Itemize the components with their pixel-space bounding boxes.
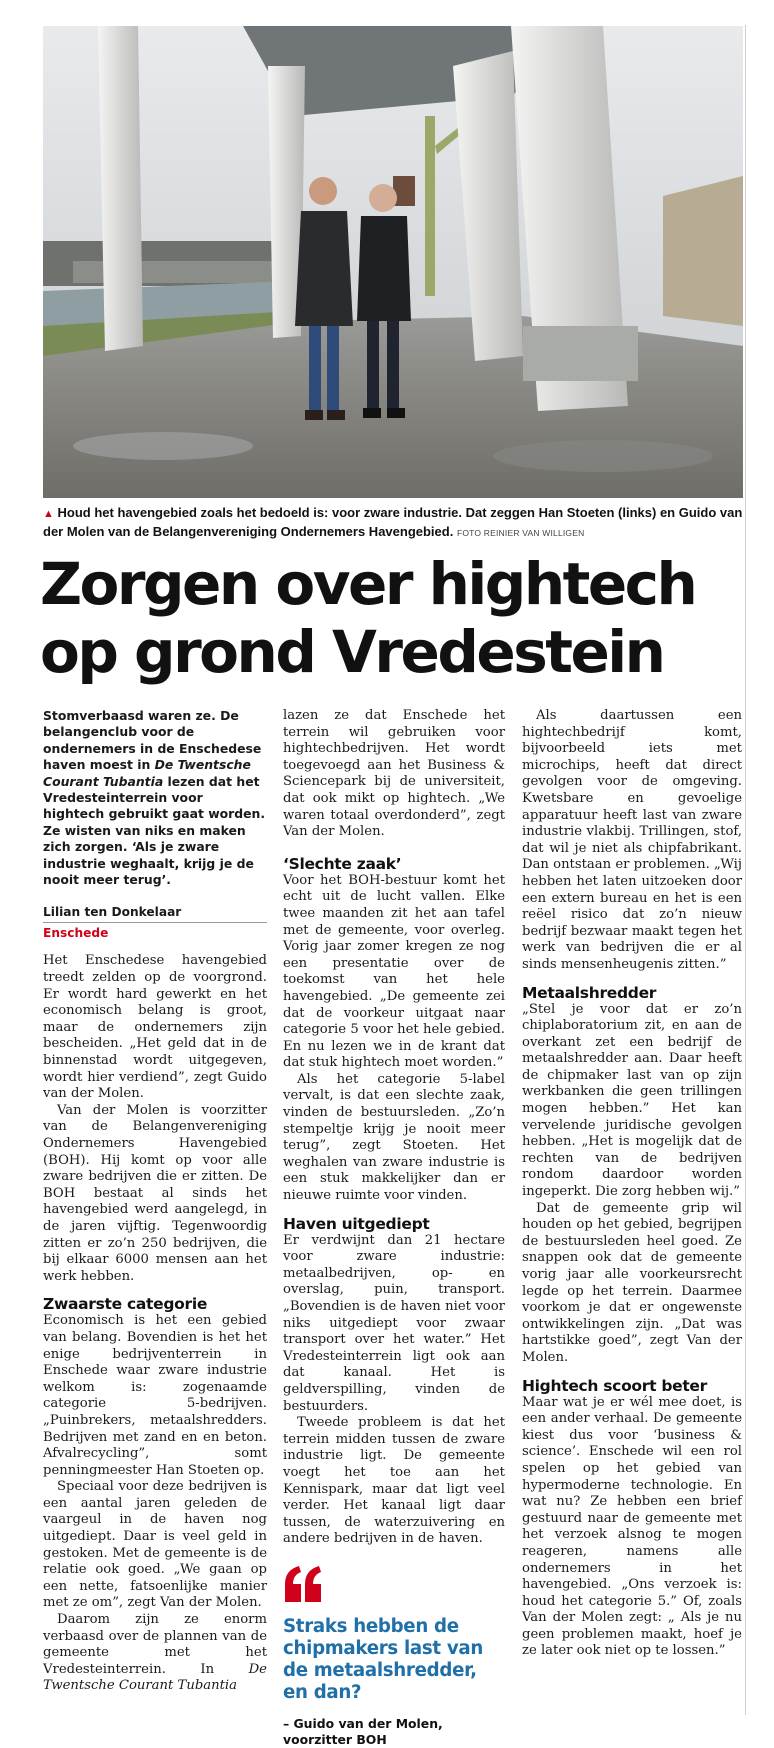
caption-text: Houd het havengebied zoals het bedoeld is: voor zware industrie. Dat zeggen Han Stoeten (links) en Guido van der Molen van de Belangenvereniging Ondernemers Havengebied. (43, 505, 743, 539)
photo-credit: FOTO REINIER VAN WILLIGEN (456, 528, 585, 538)
body-paragraph: Als daartussen een hightechbedrijf komt, bijvoorbeeld iets met microchips, heeft dat direct gevolgen voor de omgeving. Kwetsbare en gevoelige apparatuur heeft last van zware industrie vlakbij. Trillingen, stof, dat wil je niet als chipfabrikant. Dan ontstaan er problemen. „Wij hebben het laten uitzoeken door een extern bureau en het is een reëel risico dat zo’n nieuw bedrijf bezwaar maakt tegen het werk van bedrijven die er al sinds mensenheugenis zitten.” (522, 708, 742, 972)
pull-quote-text: Straks hebben de chipmakers last van de metaalshredder, en dan? (283, 1615, 484, 1703)
lead-paragraph: Stomverbaasd waren ze. De belangenclub voor de ondernemers in de Enschedese haven moest in De Twentsche Courant Tubantia lezen dat het Vredesteinterrein voor hightech gebruikt gaat worden. Ze wisten van niks en maken zich zorgen. ‘Als je zware industrie weghaalt, krijg je de nooit meer terug’. (43, 708, 266, 888)
body-paragraph: lazen ze dat Enschede het terrein wil gebruiken voor hightechbedrijven. Het wordt toegevoegd aan het Business & Sciencepark bij de universiteit, dat ook mikt op hightech. „We waren totaal overdonderd”, zegt Van der Molen. (283, 708, 505, 840)
photo-illustration (43, 26, 743, 498)
body-paragraph: Er verdwijnt dan 21 hectare voor zware industrie: metaalbedrijven, op- en overslag, puin, transport. „Bovendien is de haven niet voor niks uitgediept voor zwaar transport over het water.” Het Vredesteinterrein ligt ook aan dat kanaal. Het is geldverspilling, vinden de bestuurders. (283, 1232, 505, 1414)
subheading: ‘Slechte zaak’ (283, 854, 402, 873)
subheading: Haven uitgediept (283, 1214, 430, 1233)
body-paragraph: Als het categorie 5-label vervalt, is dat een slechte zaak, vinden de bestuursleden. „Zo’n stempeltje krijg je nooit meer terug”, zegt Stoeten. Het weghalen van zware industrie is een stuk makkelijker dan er nieuwe ruimte voor vinden. (283, 1071, 505, 1204)
body-paragraph: Voor het BOH-bestuur komt het echt uit de lucht vallen. Elke twee maanden zit het aan tafel met de gemeente, voor overleg. Vorig jaar zomer kregen ze nog een presentatie over de toekomst van het hele havengebied. „De gemeente zei dat de voorkeur uitgaat naar categorie 5 voor het hele gebied. En nu lezen we in de krant dat dat stuk hightech moet worden.” (283, 872, 505, 1071)
headline-line-1: Zorgen over hightech (40, 550, 696, 618)
body-paragraph: Tweede probleem is dat het terrein midden tussen de zware industrie ligt. De gemeente voegt het toe aan het Kennispark, maar dat ligt veel verder. Het kanaal ligt daar tussen, de waterzuivering en andere bedrijven in de haven. (283, 1415, 505, 1547)
byline-place: Enschede (43, 926, 109, 941)
body-paragraph: Het Enschedese havengebied treedt zelden op de voorgrond. Er wordt hard gewerkt en het economisch belang is groot, maar de ondernemers zijn bescheiden. „Het geld dat in de binnenstad wordt uitgegeven, wordt hier verdiend”, zegt Guido van der Molen. (43, 953, 267, 1102)
body-paragraph: Daarom zijn ze enorm verbaasd over de plannen van de gemeente met het Vredesteinterrein. In De Twentsche Courant Tubantia (43, 1612, 267, 1694)
headline (40, 550, 750, 686)
column-1 (43, 708, 267, 1695)
body-paragraph: Economisch is het een gebied van belang. Bovendien is het het enige bedrijventerrein in Enschede waar zware industrie welkom is: zogenaamde categorie 5-bedrijven. „Puinbrekers, metaalshredders. Bedrijven met zand en en beton. Afvalrecycling”, somt penningmeester Han Stoeten op. (43, 1313, 267, 1478)
quote-mark-icon (283, 1564, 323, 1604)
body-paragraph: Dat de gemeente grip wil houden op het gebied, begrijpen de bestuursleden heel goed. Ze snappen ook dat de gemeente vorig jaar alle voorkeursrecht legde op het terrein. Daarmee voorkom je dat er ongewenste ontwikkelingen zijn. „Dat was hartstikke goed”, zegt Van der Molen. (522, 1200, 742, 1365)
column-2 (283, 708, 505, 1748)
headline-line-2: op grond Vredestein (40, 618, 664, 686)
body-paragraph: „Stel je voor dat er zo’n chiplaboratorium zit, en aan de overkant zet een bedrijf de metaalshredder aan. Daar heeft de chipmaker last van op zijn werkbanken die geen trillingen mogen hebben.” Het kan vervelende juridische gevolgen hebben. „Het is mogelijk dat de rechten van de bedrijven rondom daardoor worden ingeperkt. Die zorg hebben wij.” (522, 1001, 742, 1200)
byline-author: Lilian ten Donkelaar (43, 905, 182, 920)
body-paragraph: Maar wat je er wél mee doet, is een ander verhaal. De gemeente kiest dus voor ‘business & science’. Enschede wil een rol spelen op het gebied van hypermoderne technologie. En wat nu? Ze hebben een brief gestuurd naar de gemeente met het verzoek alsnog te mogen reageren, namens alle ondernemers in het havengebied. „Ons verzoek is: houd het categorie 5.” Of, zoals Van der Molen zegt: „ Als je nu geen problemen maakt, hoef je ze later ook niet op te lossen.” (522, 1394, 742, 1659)
photo-caption (43, 504, 743, 542)
subheading: Metaalshredder (522, 983, 657, 1002)
column-3 (522, 708, 742, 1660)
article-photo (43, 26, 743, 498)
byline-divider (43, 922, 267, 923)
body-paragraph: Speciaal voor deze bedrijven is een aantal jaren geleden de vaargeul in de haven nog uitgediept. Daar is veel geld in gestoken. Met de gemeente is de relatie ook goed. „We gaan op een nette, fatsoenlijke manier met ze om”, zegt Van der Molen. (43, 1479, 267, 1611)
caption-triangle-icon: ▲ (43, 508, 54, 520)
body-paragraph: Van der Molen is voorzitter van de Belangenvereniging Ondernemers Havengebied (BOH). Hij komt op voor alle zware bedrijven die er zitten. De BOH bestaat al sinds het havengebied werd aangelegd, in de jaren vijftig. Tegenwoordig zitten er zo’n 250 bedrijven, die bij elkaar 6000 mensen aan het werk hebben. (43, 1102, 267, 1284)
pull-quote-attribution: – Guido van der Molen, voorzitter BOH (283, 1715, 443, 1747)
subheading: Hightech scoort beter (522, 1376, 707, 1395)
subheading: Zwaarste categorie (43, 1295, 208, 1314)
column-divider (745, 25, 746, 1715)
